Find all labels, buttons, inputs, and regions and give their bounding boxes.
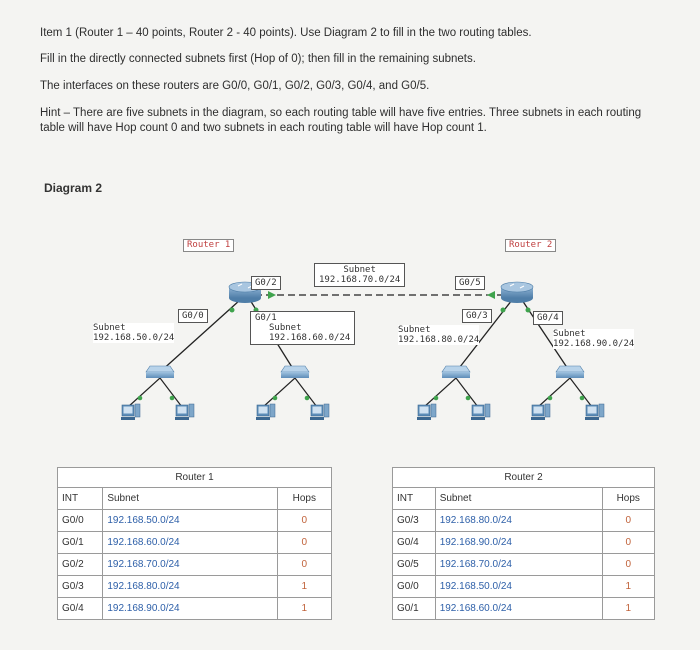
subnet-70-box (314, 263, 405, 287)
router1-cell-int: G0/3 (58, 576, 103, 598)
subnet-60-box (250, 311, 355, 345)
subnet-90-box (553, 329, 634, 349)
router2-cell-int: G0/0 (393, 576, 436, 598)
router2-cell-hops: 0 (602, 532, 655, 554)
router1-cell-hops: 0 (277, 554, 331, 576)
r1-g02-label: G0/2 (251, 276, 281, 290)
router1-cell-int: G0/1 (58, 532, 103, 554)
router1-cell-subnet: 192.168.80.0/24 (103, 576, 277, 598)
router1-table-row (58, 598, 332, 620)
router2-header-subnet: Subnet (435, 488, 602, 510)
router1-cell-subnet: 192.168.50.0/24 (103, 510, 277, 532)
instruction-hint: Hint – There are five subnets in the diagram, so each routing table will have five entries. Three subnets in each routing table will have Hop count 0 and two subnets in each routing table will have Hop count 1. (40, 107, 642, 134)
router1-header-hops: Hops (277, 488, 331, 510)
router1-name: Router 1 (183, 239, 234, 252)
router2-table-row (393, 532, 655, 554)
subnet-80-box (398, 325, 479, 345)
router2-header-hops: Hops (602, 488, 655, 510)
router2-cell-subnet: 192.168.70.0/24 (435, 554, 602, 576)
router1-header-int: INT (58, 488, 103, 510)
router2-cell-subnet: 192.168.90.0/24 (435, 532, 602, 554)
router1-table-row (58, 532, 332, 554)
router1-cell-int: G0/0 (58, 510, 103, 532)
router1-routing-table (57, 467, 332, 620)
instruction-interfaces: The interfaces on these routers are G0/0, G0/1, G0/2, G0/3, G0/4, and G0/5. (40, 80, 430, 92)
lan-50-switch-and-pcs (121, 366, 194, 420)
router1-cell-hops: 1 (277, 598, 331, 620)
router2-cell-subnet: 192.168.50.0/24 (435, 576, 602, 598)
r2-g03-label: G0/3 (462, 309, 492, 323)
subnet-50-address: 192.168.50.0/24 (93, 333, 175, 343)
router2-table-row (393, 554, 655, 576)
router2-cell-subnet: 192.168.60.0/24 (435, 598, 602, 620)
router1-header-subnet: Subnet (103, 488, 277, 510)
router2-icon (501, 282, 533, 303)
router1-table-row (58, 554, 332, 576)
subnet-60-address: 192.168.60.0/24 (269, 333, 351, 343)
router2-table-row (393, 598, 655, 620)
router2-cell-int: G0/3 (393, 510, 436, 532)
router2-table-caption: Router 2 (393, 468, 655, 488)
router1-cell-subnet: 192.168.70.0/24 (103, 554, 277, 576)
subnet-50-word: Subnet (93, 323, 126, 333)
subnet-50-box (93, 323, 174, 343)
router1-table-row (58, 510, 332, 532)
router1-cell-int: G0/2 (58, 554, 103, 576)
lan-80-switch-and-pcs (417, 366, 490, 420)
router1-cell-int: G0/4 (58, 598, 103, 620)
router1-cell-subnet: 192.168.60.0/24 (103, 532, 277, 554)
router1-cell-subnet: 192.168.90.0/24 (103, 598, 277, 620)
subnet-90-word: Subnet (553, 329, 586, 339)
router1-cell-hops: 0 (277, 532, 331, 554)
router2-cell-int: G0/5 (393, 554, 436, 576)
r1-g00-label: G0/0 (178, 309, 208, 323)
router2-cell-int: G0/4 (393, 532, 436, 554)
subnet-90-address: 192.168.90.0/24 (553, 339, 635, 349)
subnet-60-word: Subnet (269, 323, 302, 333)
instruction-fill-order: Fill in the directly connected subnets first (Hop of 0); then fill in the remaining subnets. (40, 53, 476, 65)
subnet-80-word: Subnet (398, 325, 431, 335)
router1-cell-hops: 0 (277, 510, 331, 532)
router2-cell-int: G0/1 (393, 598, 436, 620)
router2-header-int: INT (393, 488, 436, 510)
subnet-80-address: 192.168.80.0/24 (398, 335, 480, 345)
lan-60-switch-and-pcs (256, 366, 329, 420)
router2-routing-table (392, 467, 655, 620)
subnet-70-word: Subnet (343, 265, 376, 275)
router2-table-row (393, 510, 655, 532)
router2-name: Router 2 (505, 239, 556, 252)
router2-table-row (393, 576, 655, 598)
router2-cell-hops: 1 (602, 576, 655, 598)
router1-cell-hops: 1 (277, 576, 331, 598)
r1-g01-label: G0/1 (255, 313, 277, 323)
diagram-title: Diagram 2 (44, 181, 103, 195)
subnet-70-address: 192.168.70.0/24 (319, 275, 401, 285)
router2-cell-hops: 0 (602, 554, 655, 576)
r2-g04-label: G0/4 (533, 311, 563, 325)
lan-90-switch-and-pcs (531, 366, 604, 420)
router2-cell-hops: 1 (602, 598, 655, 620)
router1-table-caption: Router 1 (58, 468, 332, 488)
router2-cell-subnet: 192.168.80.0/24 (435, 510, 602, 532)
router1-table-row (58, 576, 332, 598)
router2-cell-hops: 0 (602, 510, 655, 532)
instruction-item-title: Item 1 (Router 1 – 40 points, Router 2 - 40 points). Use Diagram 2 to fill in the two routing tables. (40, 27, 532, 39)
r2-g05-label: G0/5 (455, 276, 485, 290)
